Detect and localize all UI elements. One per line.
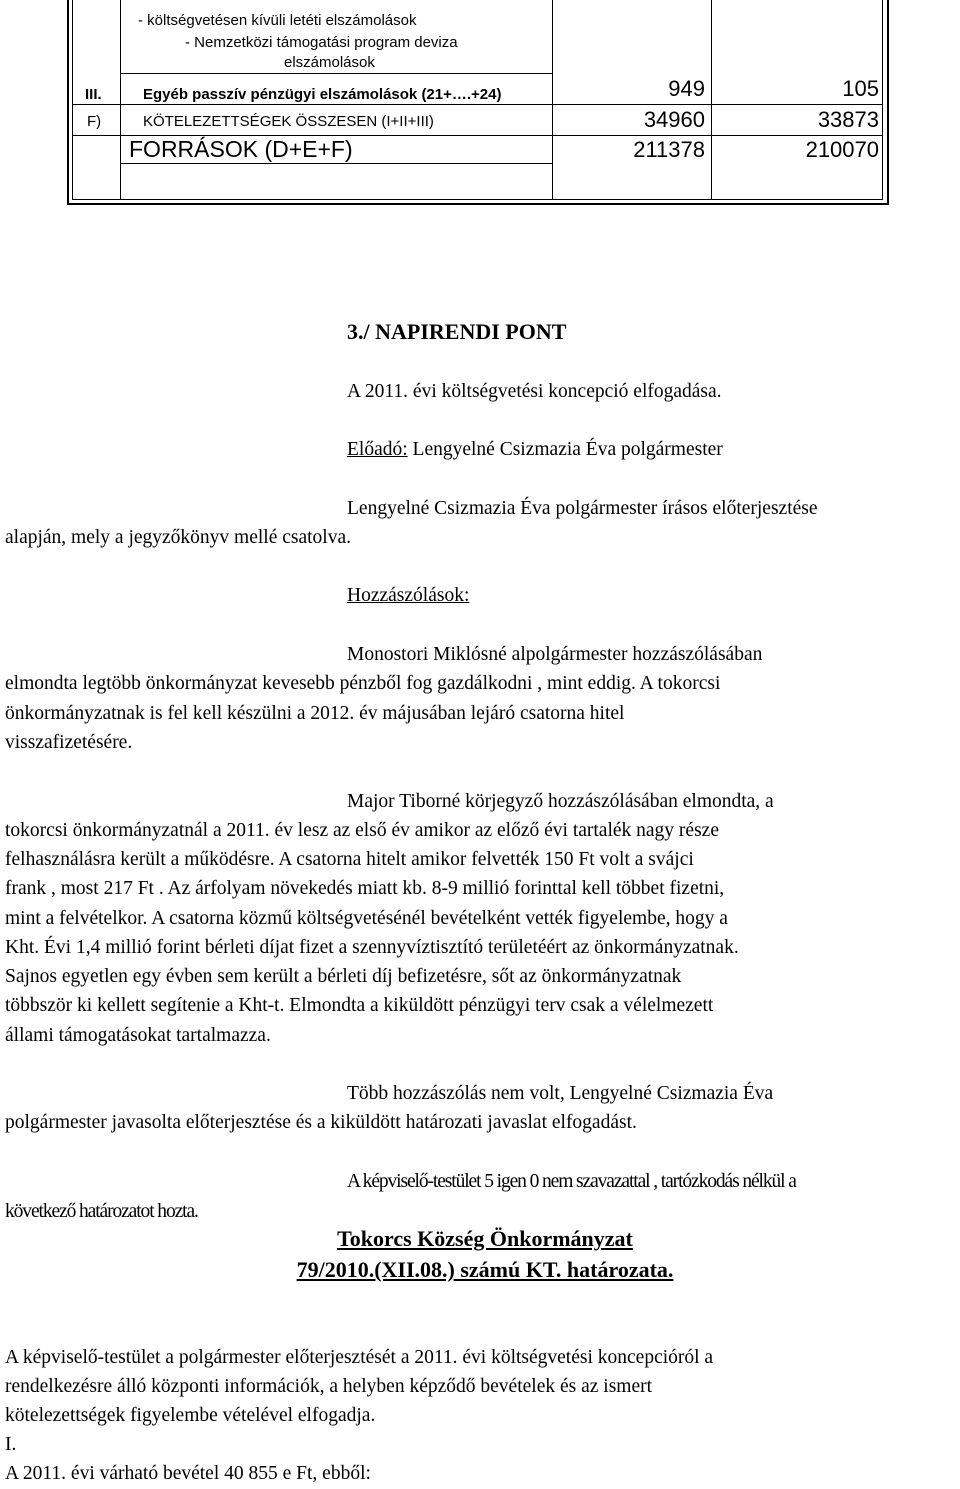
resolution-body: Tokorcs Község Önkormányzat [337, 1226, 633, 1251]
agenda-subject: A 2011. évi költségvetési koncepció elfogadása. [347, 381, 722, 402]
comments-heading: Hozzászólások: [347, 585, 470, 606]
table-cell-label: KÖTELEZETTSÉGEK ÖSSZESEN (I+II+III) [143, 113, 434, 130]
table-border-bottom [67, 203, 889, 205]
table-cell-code: F) [87, 113, 102, 130]
table-cell-value: 34960 [643, 107, 705, 132]
table-row-line [120, 73, 552, 74]
intro-line: alapján, mely a jegyzőkönyv mellé csatolva. [5, 527, 352, 548]
table-cell-label: - költségvetésen kívüli letéti elszámolások [138, 12, 417, 29]
table-cell-value: 211378 [633, 137, 705, 162]
resolution-text-line: A 2011. évi várható bevétel 40 855 e Ft, ebből: [5, 1463, 371, 1484]
comment-line: tokorcsi önkormányzatnál a 2011. év lesz az első év amikor az előző évi tartalék nagy része [5, 820, 719, 841]
table-cell-label: - Nemzetközi támogatási program deviza [185, 34, 458, 51]
comment-line: polgármester javasolta előterjesztése és a kiküldött határozati javaslat elfogadást. [5, 1112, 637, 1133]
comment-line: visszafizetésére. [5, 732, 133, 753]
table-row-line [72, 104, 883, 105]
resolution-text-line: rendelkezésre álló központi információk, a helyben képződő bevételek és az ismert [5, 1376, 653, 1397]
balance-table [67, 0, 889, 205]
presenter-name: Lengyelné Csizmazia Éva polgármester [407, 439, 723, 460]
vote-line: következő határozatot hozta. [5, 1201, 198, 1222]
presenter-label: Előadó: [347, 439, 408, 460]
table-cell-value: 105 [842, 76, 879, 101]
comment-line: felhasználásra került a működésre. A csatorna hitelt amikor felvették 150 Ft volt a svájci [5, 849, 694, 870]
comment-line: többször ki kellett segítenie a Kht-t. Elmondta a kiküldött pénzügyi terv csak a vélelmezett [5, 995, 714, 1016]
table-border-right [887, 0, 889, 205]
comment-line: frank , most 217 Ft . Az árfolyam növekedés miatt kb. 8-9 millió forinttal kell többet fizetni, [5, 878, 725, 899]
table-border-left-inner [72, 0, 73, 200]
comment-line: mint a felvételkor. A csatorna közmű költségvetésénél bevételként vették figyelembe, hogy a [5, 908, 728, 929]
table-cell-value: 210070 [805, 137, 879, 162]
table-cell-value: 33873 [817, 107, 879, 132]
table-cell-value: 949 [668, 76, 705, 101]
table-row-line [120, 163, 552, 164]
table-col-line [120, 0, 121, 200]
comment-line: Több hozzászólás nem volt, Lengyelné Csizmazia Éva [347, 1083, 774, 1104]
comment-line: Monostori Miklósné alpolgármester hozzászólásában [347, 644, 763, 665]
agenda-title: 3./ NAPIRENDI PONT [347, 319, 567, 344]
comment-line: Sajnos egyetlen egy évben sem került a bérleti díj befizetésre, sőt az önkormányzatnak [5, 966, 682, 987]
table-border-bottom-inner [72, 199, 883, 200]
resolution-text-line: A képviselő-testület a polgármester előterjesztését a 2011. évi költségvetési koncepcióról a [5, 1347, 714, 1368]
table-cell-label: FORRÁSOK (D+E+F) [129, 136, 353, 162]
resolution-text-line: kötelezettségek figyelembe vételével elfogadja. [5, 1405, 376, 1426]
comment-line: elmondta legtöbb önkormányzat kevesebb pénzből fog gazdálkodni , mint eddig. A tokorcsi [5, 673, 721, 694]
comment-line: állami támogatásokat tartalmazza. [5, 1025, 271, 1046]
intro-line: Lengyelné Csizmazia Éva polgármester írásos előterjesztése [347, 498, 818, 519]
comment-line: Major Tiborné körjegyző hozzászólásában elmondta, a [347, 791, 774, 812]
table-border-left [67, 0, 69, 205]
table-cell-label: Egyéb passzív pénzügyi elszámolások (21+….+24) [143, 86, 502, 103]
table-cell-label: elszámolások [284, 54, 375, 71]
resolution-number: 79/2010.(XII.08.) számú KT. határozata. [296, 1257, 674, 1282]
table-cell-code: III. [85, 86, 102, 103]
resolution-text-line: I. [5, 1434, 17, 1455]
comment-line: Kht. Évi 1,4 millió forint bérleti díjat fizet a szennyvíztisztító területéért az önkormányzatnak. [5, 937, 739, 958]
table-border-right-inner [882, 0, 883, 200]
vote-line: A képviselő-testület 5 igen 0 nem szavazattal , tartózkodás nélkül a [347, 1171, 796, 1192]
comment-line: önkormányzatnak is fel kell készülni a 2012. év májusában lejáró csatorna hitel [5, 703, 625, 724]
presenter-line [347, 435, 723, 464]
